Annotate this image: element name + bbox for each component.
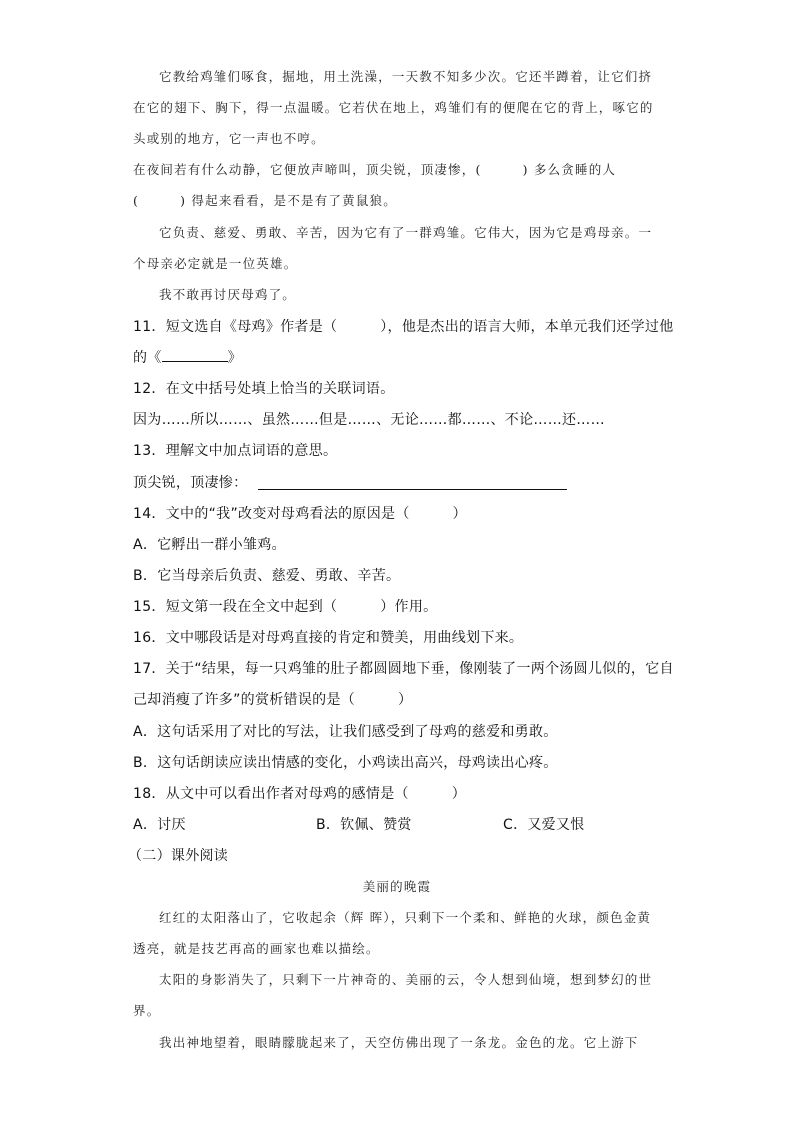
question-11-prefix: 的《 — [133, 350, 162, 366]
answer-blank[interactable] — [162, 349, 228, 362]
passage-title: 美丽的晚霞 — [362, 879, 432, 894]
question-11-cont — [133, 347, 242, 367]
question-17-cont: 己却消瘦了许多”的赏析错误的是（ ） — [133, 692, 413, 708]
option-b: B．钦佩、赞赏 — [316, 817, 412, 833]
question-15: 15．短文第一段在全文中起到（ ）作用。 — [133, 599, 438, 615]
option-a: A．讨厌 — [133, 817, 186, 833]
passage-line: 透亮，就是技艺再高的画家也难以描绘。 — [133, 941, 380, 956]
passage-line: 个母亲必定就是一位英雄。 — [133, 256, 298, 271]
passage-line: 我出神地望着，眼睛朦胧起来了，天空仿佛出现了一条龙。金色的龙。它上游下 — [159, 1035, 639, 1050]
question-11-suffix: 》 — [227, 350, 242, 366]
passage-line: 在夜间若有什么动静，它便放声啼叫，顶尖锐，顶凄惨，( ) 多么贪睡的人 — [133, 162, 617, 177]
answer-line[interactable] — [258, 489, 567, 490]
passage-line: 它负责、慈爱、勇敢、辛苦，因为它有了一群鸡雏。它伟大，因为它是鸡母亲。一 — [159, 225, 653, 240]
passage-line: 它教给鸡雏们啄食，掘地，用土洗澡，一天教不知多少次。它还半蹲着，让它们挤 — [159, 69, 653, 84]
option-b: B．这句话朗读应读出情感的变化，小鸡读出高兴，母鸡读出心疼。 — [133, 755, 558, 771]
passage-line: ( ) 得起来看看，是不是有了黄鼠狼。 — [133, 193, 397, 208]
section-heading: （二）课外阅读 — [128, 848, 229, 864]
option-a: A．它孵出一群小雏鸡。 — [133, 537, 286, 553]
option-c: C．又爱又恨 — [503, 817, 585, 833]
passage-line: 红红的太阳落山了，它收起余（辉 晖），只剩下一个柔和、鲜艳的火球，颜色金黄 — [159, 910, 652, 925]
passage-line: 在它的翅下、胸下，得一点温暖。它若伏在地上，鸡雏们有的便爬在它的背上，啄它的 — [133, 100, 654, 115]
question-13-prompt: 顶尖锐，顶凄惨： — [133, 475, 248, 491]
question-12: 12．在文中括号处填上恰当的关联词语。 — [133, 381, 395, 397]
option-b: B．它当母亲后负责、慈爱、勇敢、辛苦。 — [133, 568, 401, 584]
question-12-options: 因为……所以……、虽然……但是……、无论……都……、不论……还…… — [133, 412, 605, 428]
question-11: 11．短文选自《母鸡》作者是（ ），他是杰出的语言大师，本单元我们还学过他 — [133, 319, 674, 335]
passage-line: 太阳的身影消失了，只剩下一片神奇的、美丽的云，令人想到仙境，想到梦幻的世 — [159, 972, 653, 987]
question-18: 18．从文中可以看出作者对母鸡的感情是（ ） — [133, 786, 467, 802]
question-17: 17．关于“结果，每一只鸡雏的肚子都圆圆地下垂，像刚装了一两个汤圆儿似的，它自 — [133, 661, 674, 677]
option-a: A．这句话采用了对比的写法，让我们感受到了母鸡的慈爱和勇敢。 — [133, 724, 558, 740]
question-16: 16．文中哪段话是对母鸡直接的肯定和赞美，用曲线划下来。 — [133, 630, 524, 646]
passage-line: 头或别的地方，它一声也不哼。 — [133, 131, 325, 146]
question-13: 13．理解文中加点词语的意思。 — [133, 443, 338, 459]
question-14: 14．文中的“我”改变对母鸡看法的原因是（ ） — [133, 506, 467, 522]
passage-line: 界。 — [133, 1003, 161, 1018]
passage-line: 我不敢再讨厌母鸡了。 — [159, 287, 297, 302]
